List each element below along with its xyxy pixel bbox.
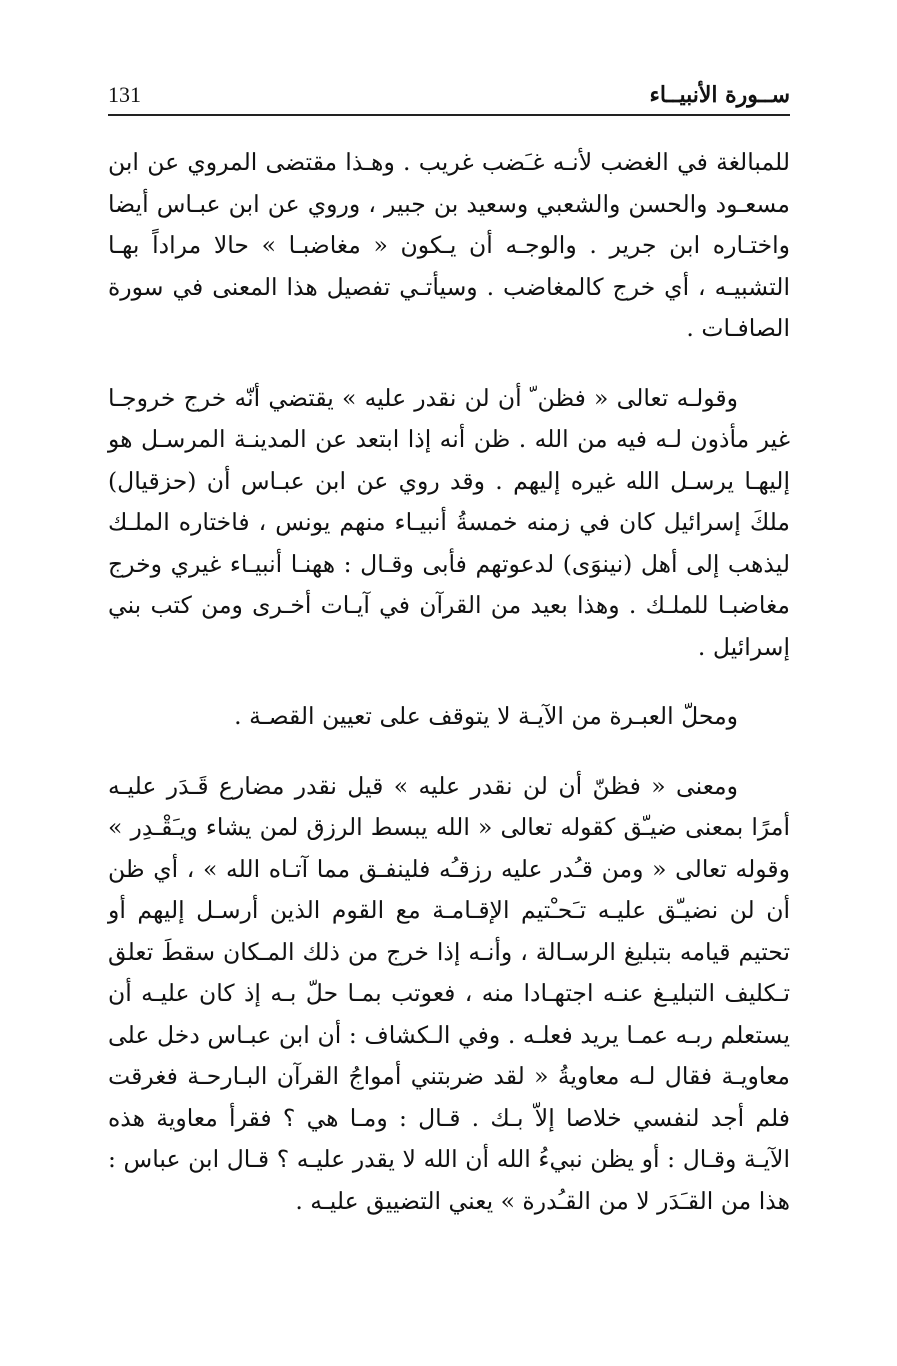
body-text	[108, 142, 790, 1222]
header-divider	[108, 114, 790, 116]
paragraph-gap	[108, 668, 790, 696]
paragraph-2: وقولـه تعالى « فظن ّ أن لن نقدر عليه » يقتضي أنّه خرج خروجـا غير مأذون لـه فيه من الله . ظن أنه إذا ابتعد عن المدينـة المرسـل هو إليهـا يرسـل الله غيره إليهم . وقد روي عن ابن عبـاس أن (حزقيال) ملكَ إسرائيل كان في زمنه خمسةُ أنبيـاء منهم يونس ، فاختاره الملـك ليذهب إلى أهل (نينوَى) لدعوتهم فأبى وقـال : ههنـا أنبيـاء غيري وخرج مغاضبـا للملـك . وهذا بعيد من القرآن في آيـات أخـرى ومن كتب بني إسرائيل .	[108, 383, 790, 661]
paragraph-gap	[108, 738, 790, 766]
paragraph-4: ومعنى « فظنّ أن لن نقدر عليه » قيل نقدر مضارع قَـدَر عليـه أمرًا بمعنى ضيـّق كقوله تعالى « الله يبسط الرزق لمن يشاء ويـَقْـدِر » وقوله تعالى « ومن قـُدر عليه رزقـُه فلينفـق مما آتـاه الله » ، أي ظن أن لن نضيـّق عليـه تـَحـْتيم الإقـامـة مع القوم الذين أرسـل إليهم أو تحتيم قيامه بتبليغ الرسـالة ، وأنـه إذا خرج من ذلك المـكان سقطَ تعلق تـكليف التبليـغ عنـه اجتهـادا منه ، فعوتب بمـا حلّ بـه إذ كان عليـه أن يستعلم ربـه عمـا يريد فعلـه . وفي الـكشاف : أن ابن عبـاس دخل على معاويـة فقال لـه معاويةُ « لقد ضربتني أمواجُ القرآن البـارحـة فغرقت فلم أجد لنفسي خلاصا إلاّ بـك . قـال : ومـا هي ؟ فقرأ معاوية هذه الآيـة وقـال : أو يظن نبيءُ الله أن الله لا يقدر عليـه ؟ قـال ابن عباس : هذا من القـَدَر لا من القـُدرة » يعني التضييق عليـه .	[108, 771, 790, 1215]
page-number: 131	[108, 82, 141, 107]
paragraph-1: للمبالغة في الغضب لأنـه غـَضب غريب . وهـذا مقتضى المروي عن ابن مسعـود والحسن والشعبي وسعيد بن جبير ، وروي عن ابن عبـاس أيضا واختـاره ابن جرير . والوجـه أن يـكون « مغاضبـا » حالا مراداً بهـا التشبيـه ، أي خرج كالمغاضب . وسيأتـي تفصيل هذا المعنى في سورة الصافـات .	[108, 148, 790, 342]
surah-title: ســورة الأنبيــاء	[649, 82, 790, 108]
paragraph-gap	[108, 350, 790, 378]
page-header	[108, 82, 790, 116]
paragraph-3: ومحلّ العبـرة من الآيـة لا يتوقف على تعيين القصـة .	[234, 702, 738, 730]
